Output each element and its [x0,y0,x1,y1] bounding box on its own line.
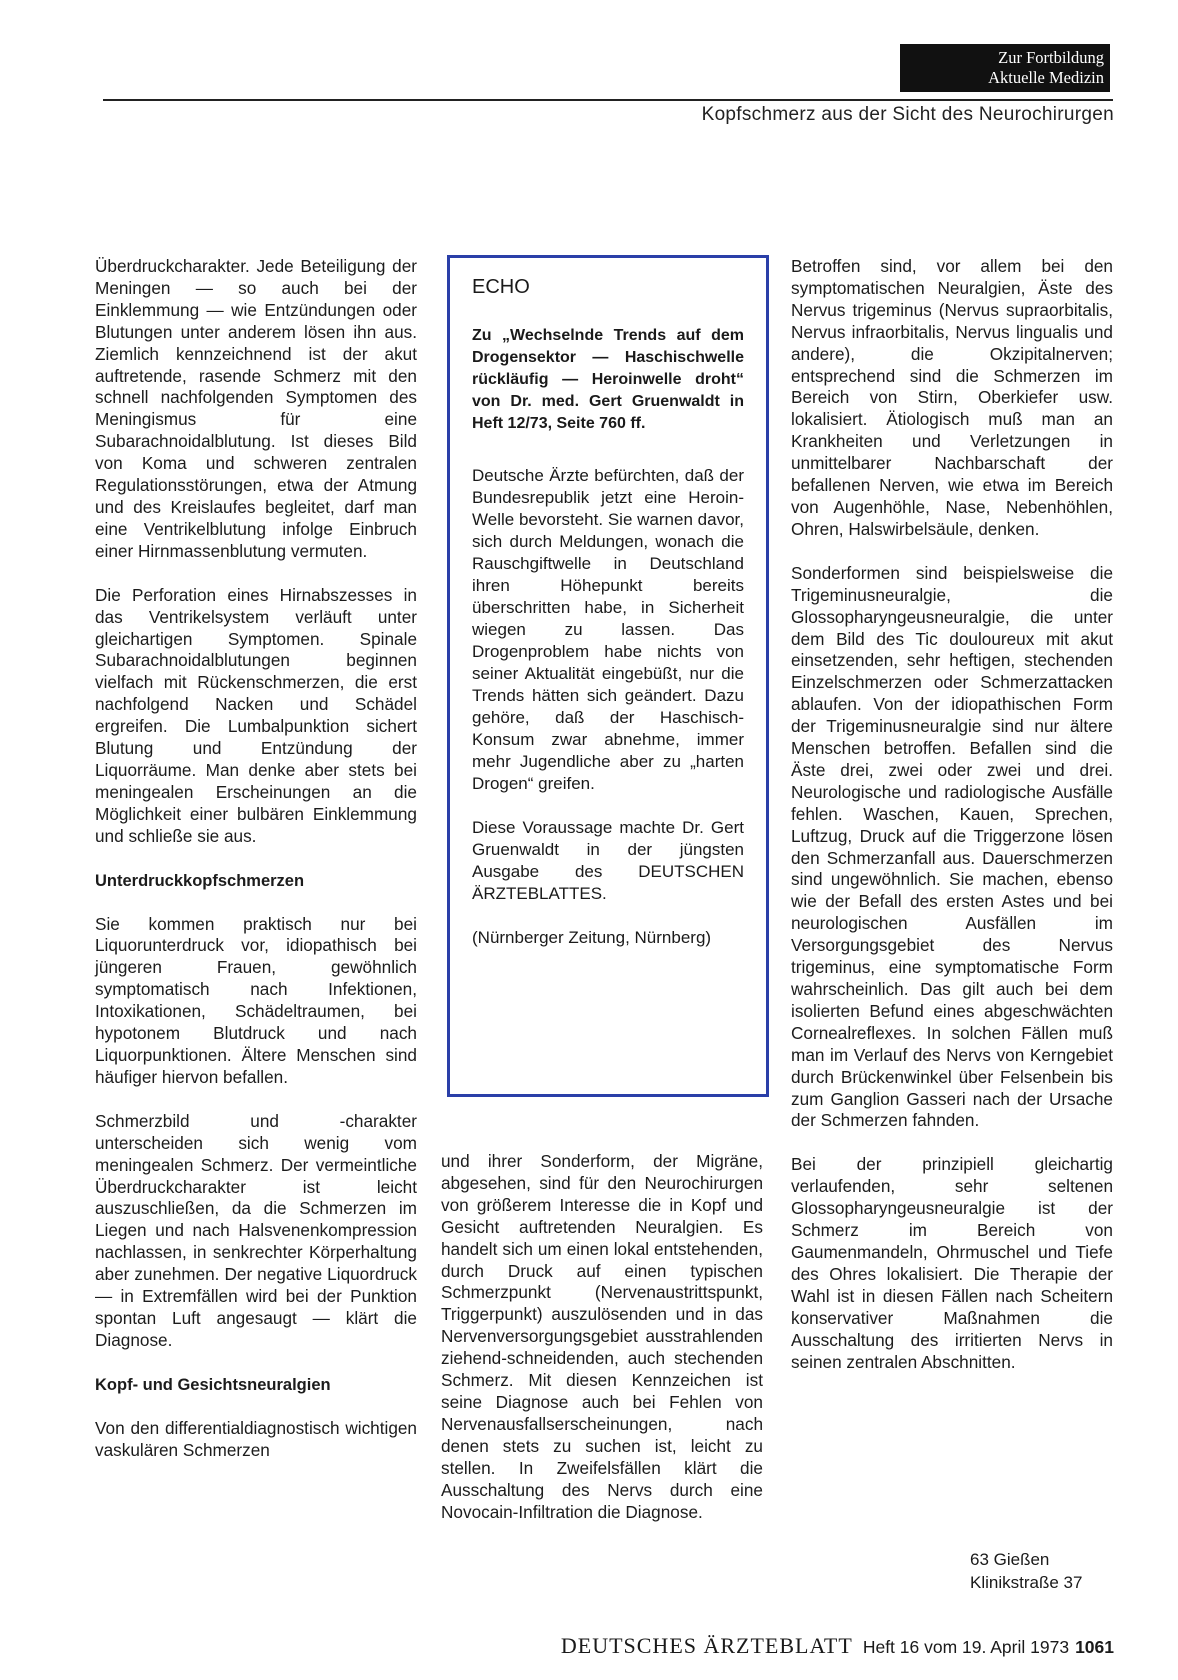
echo-body [472,465,744,949]
paragraph: Deutsche Ärzte befürchten, daß der Bundesrepublik jetzt eine Heroin-Welle bevorsteht. Sie warnen davor, sich durch Meldungen, wonach die Rauschgiftwelle in Deutschland ihren Höhepunkt bereits überschritten habe, in Sicherheit wiegen zu lassen. Das Drogenproblem habe nichts von seiner Aktualität eingebüßt, nur die Trends hätten sich geändert. Dazu gehöre, daß der Haschisch-Konsum zwar abnehme, immer mehr Jugendliche aber zu „harten Drogen“ greifen. [472,466,744,793]
paragraph: Bei der prinzipiell gleichartig verlaufenden, sehr seltenen Glossopharyngeusneuralgie ist der Schmerz im Bereich von Gaumenmandeln, Ohrmuschel und Tiefe des Ohres lokalisiert. Die Therapie der Wahl ist in diesen Fällen nach Scheitern konservativer Maßnahmen die Ausschaltung des irritierten Nervs in seinen zentralen Abschnitten. [791,1154,1113,1372]
header-rule [103,99,1113,101]
page-footer [561,1633,1114,1659]
column-left [95,256,417,1462]
section-heading: Unterdruckkopfschmerzen [95,871,305,890]
paragraph: und ihrer Sonderform, der Migräne, abgesehen, sind für den Neurochirurgen von größerem Interesse die in Kopf und Gesicht auftretenden Neuralgien. Es handelt sich um einen lokal entstehenden, durch Druck auf einen typischen Schmerzpunkt (Nervenaustrittspunkt, Triggerpunkt) auszulösenden und in das Nervenversorgungsgebiet ausstrahlenden ziehend-schneidenden, auch stechenden Schmerz. Mit diesen Kennzeichen ist seine Diagnose auch bei Fehlen von Nervenausfallserscheinungen, nach denen stets zu suchen ist, leicht zu stellen. In Zweifelsfällen klärt die Ausschaltung des Nervs durch eine Novocain-Infiltration die Diagnose. [441,1151,763,1522]
address-line: Klinikstraße 37 [970,1573,1083,1592]
paragraph: Von den differentialdiagnostisch wichtigen vaskulären Schmerzen [95,1417,417,1460]
column-right [791,256,1113,1373]
article-title: Kopfschmerz aus der Sicht des Neurochirurgen [701,104,1114,125]
column-middle [441,1151,763,1523]
paragraph: Sonderformen sind beispielsweise die Trigeminusneuralgie, die Glossopharyngeusneuralgie, die unter dem Bild des Tic douloureux mit akut einsetzenden, sehr heftigen, stechenden Einzelschmerzen oder Schmerzattacken ablaufen. Von der idiopathischen Form der Trigeminusneuralgie sind nur ältere Menschen betroffen. Befallen sind die Äste drei, zwei oder zwei und drei. Neurologische und radiologische Ausfälle fehlen. Waschen, Kauen, Sprechen, Luftzug, Druck auf die Triggerzone lösen den Schmerzanfall aus. Dauerschmerzen sind ungewöhnlich. Sie machen, ebenso wie der Befall des ersten Astes und bei neurologischen Ausfällen im Versorgungsgebiet des Nervus trigeminus, eine symptomatische Form wahrscheinlich. Das gilt auch bei dem isolierten Befund eines abgeschwächten Cornealreflexes. In solchen Fällen muß man im Verlauf des Nervs von Kerngebiet durch Brückenwinkel über Felsenbein bis zum Ganglion Gasseri nach der Ursache der Schmerzen fahnden. [791,562,1113,1131]
author-address [970,1548,1082,1594]
paragraph: (Nürnberger Zeitung, Nürnberg) [472,928,712,947]
paragraph: Diese Voraussage machte Dr. Gert Gruenwaldt in der jüngsten Ausgabe des DEUTSCHEN ÄRZTEBLATTES. [472,818,744,903]
paragraph: Betroffen sind, vor allem bei den symptomatischen Neuralgien, Äste des Nervus trigeminus (Nervus supraorbitalis, Nervus infraorbitalis, Nervus lingualis und andere), die Okzipitalnerven; entsprechend sind die Schmerzen im Bereich von Stirn, Oberkiefer usw. lokalisiert. Ätiologisch muß man an Krankheiten und Verletzungen in unmittelbarer Nachbarschaft der befallenen Nerven, wie etwa im Bereich von Augenhöhle, Nase, Nebenhöhlen, Ohren, Halswirbelsäule, denken. [791,256,1113,539]
issue-info: Heft 16 vom 19. April 1973 [862,1637,1070,1657]
echo-box [447,255,769,1097]
badge-line-1: Zur Fortbildung [998,48,1104,67]
section-badge [900,44,1110,92]
paragraph: Sie kommen praktisch nur bei Liquorunterdruck vor, idiopathisch bei jüngeren Frauen, gewöhnlich symptomatisch nach Infektionen, Intoxikationen, Schädeltraumen, bei hypotonem Blutdruck und nach Liquorpunktionen. Ältere Menschen sind häufiger hiervon befallen. [95,913,417,1087]
page-number: 1061 [1075,1637,1114,1657]
paragraph: Die Perforation eines Hirnabszesses in das Ventrikelsystem verläuft unter gleichartigen Symptomen. Spinale Subarachnoidalblutungen beginnen vielfach mit Rückenschmerzen, die erst nachfolgend Nacken und Schädel ergreifen. Die Lumbalpunktion sichert Blutung und Entzündung der Liquorräume. Man denke aber stets bei meningealen Erscheinungen an die Möglichkeit einer bulbären Einklemmung und schließe sie aus. [95,584,417,846]
journal-name: DEUTSCHES ÄRZTEBLATT [560,1633,853,1658]
echo-title: ECHO [472,276,530,298]
paragraph: Überdruckcharakter. Jede Beteiligung der Meningen — so auch bei der Einklemmung — wie Entzündungen oder Blutungen unter anderem lösen ihn aus. Ziemlich kennzeichnend ist der akut auftretende, rasende Schmerz mit den schnell nachfolgenden Symptomen des Meningismus für eine Subarachnoidalblutung. Ist dieses Bild von Koma und schweren zentralen Regulationsstörungen, etwa der Atmung und des Kreislaufes begleitet, darf man eine Ventrikelblutung infolge Einbruch einer Hirnmassenblutung vermuten. [95,256,417,561]
address-line: 63 Gießen [970,1550,1050,1569]
badge-line-2: Aktuelle Medizin [988,68,1104,87]
echo-reference: Zu „Wechselnde Trends auf dem Drogensektor — Haschischwelle rückläufig — Heroinwelle droht“ von Dr. med. Gert Gruenwaldt in Heft 12/73, Seite 760 ff. [472,327,744,432]
paragraph: Schmerzbild und -charakter unterscheiden sich wenig vom meningealen Schmerz. Der vermeintliche Überdruckcharakter ist leicht auszuschließen, da die Schmerzen im Liegen und nach Halsvenenkompression nachlassen, in senkrechter Körperhaltung aber zunehmen. Der negative Liquordruck — in Extremfällen wird bei der Punktion spontan Luft angesaugt — klärt die Diagnose. [95,1110,417,1350]
section-heading: Kopf- und Gesichtsneuralgien [95,1375,331,1394]
